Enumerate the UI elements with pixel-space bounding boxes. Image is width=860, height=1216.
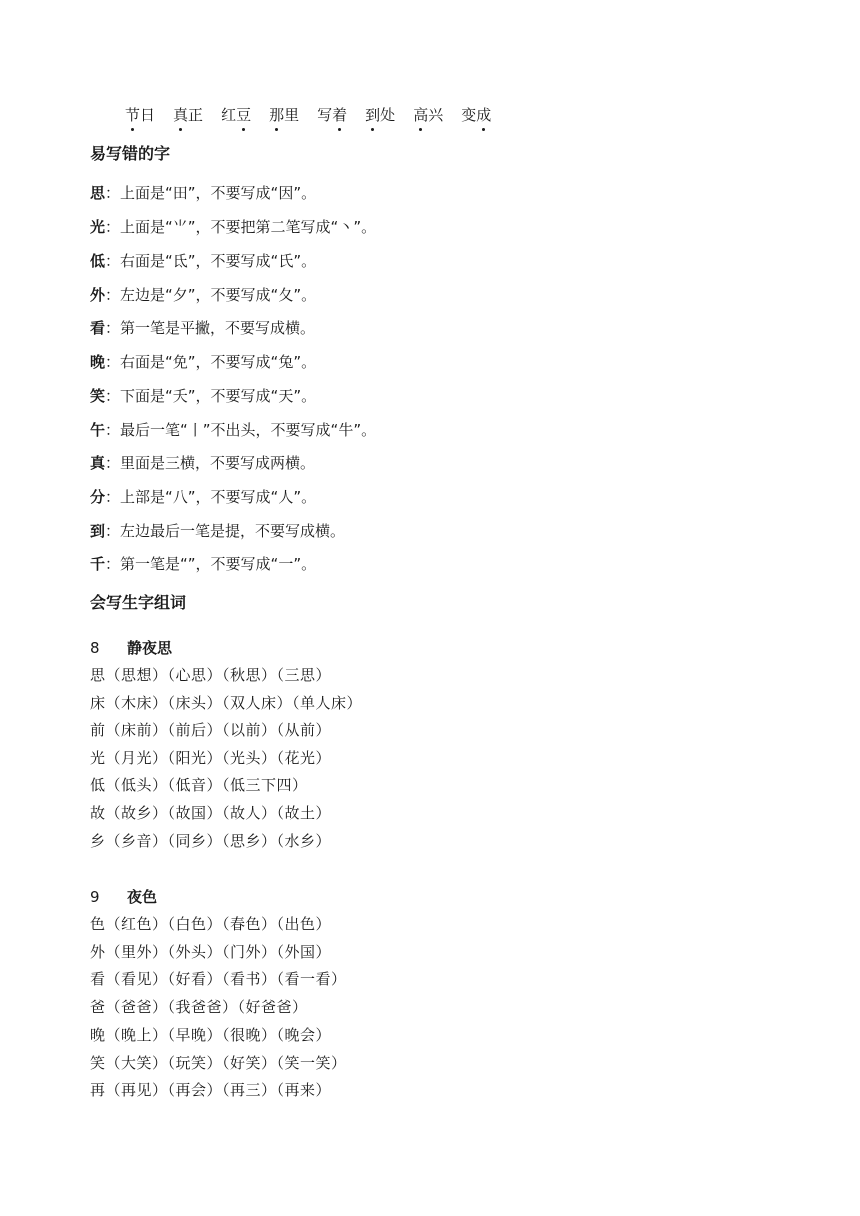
- rule-char: 低: [90, 252, 106, 270]
- lesson-title: [90, 637, 172, 659]
- rule-line: [90, 351, 316, 373]
- section-heading-word-groups: 会写生字组词: [90, 593, 187, 612]
- rule-text: ：第一笔是“”，不要写成“一”。: [105, 555, 317, 573]
- lesson-number: 8: [90, 639, 100, 657]
- dotted-word-row: [125, 104, 491, 126]
- word-item: 写着: [317, 106, 348, 124]
- rule-line: [90, 317, 315, 339]
- rule-char: 晚: [90, 353, 106, 371]
- word-group-line: 低（低头）（低音）（低三下四）: [90, 776, 308, 794]
- rule-line: [90, 182, 316, 204]
- dotted-char: 成: [476, 106, 492, 124]
- rule-char: 真: [90, 454, 106, 472]
- rule-line: [90, 452, 315, 474]
- word-item: 到处: [365, 106, 396, 124]
- rule-line: [90, 520, 345, 542]
- rule-line: [90, 486, 316, 508]
- word-group-line: 思（思想）（心思）（秋思）（三思）: [90, 666, 332, 684]
- word-group-line: 看（看见）（好看）（看书）（看一看）: [90, 970, 347, 988]
- word-item: 红豆: [221, 106, 252, 124]
- dotted-char: 节: [125, 106, 141, 124]
- lesson-name: 静夜思: [127, 639, 173, 657]
- word-item: 那里: [269, 106, 300, 124]
- word-group-line: 故（故乡）（故国）（故人）（故土）: [90, 804, 332, 822]
- word-group-line: 爸（爸爸）（我爸爸）（好爸爸）: [90, 998, 308, 1016]
- word-group-line: 外（里外）（外头）（门外）（外国）: [90, 943, 332, 961]
- rule-char: 外: [90, 286, 106, 304]
- rule-line: [90, 553, 316, 575]
- rule-char: 光: [90, 218, 106, 236]
- section-heading-easy-mistakes: 易写错的字: [90, 144, 171, 163]
- rule-char: 笑: [90, 387, 106, 405]
- rule-text: ：左边是“夕”，不要写成“夂”。: [105, 286, 317, 304]
- rule-text: ：上部是“八”，不要写成“人”。: [105, 488, 317, 506]
- rule-line: [90, 284, 316, 306]
- word-item: 真正: [173, 106, 204, 124]
- word-group-line: 色（红色）（白色）（春色）（出色）: [90, 915, 332, 933]
- dotted-char: 那: [269, 106, 285, 124]
- rule-line: [90, 419, 376, 441]
- rule-text: ：右面是“免”，不要写成“兔”。: [105, 353, 317, 371]
- lesson-name: 夜色: [127, 888, 158, 906]
- word-group-line: 床（木床）（床头）（双人床）（单人床）: [90, 694, 363, 712]
- rule-line: [90, 250, 316, 272]
- rule-text: ：里面是三横，不要写成两横。: [105, 454, 316, 472]
- rule-text: ：第一笔是平撇，不要写成横。: [105, 319, 316, 337]
- dotted-char: 着: [332, 106, 348, 124]
- rule-char: 午: [90, 421, 106, 439]
- word-group-line: 笑（大笑）（玩笑）（好笑）（笑一笑）: [90, 1054, 347, 1072]
- word-item: 高兴: [413, 106, 444, 124]
- rule-line: [90, 385, 316, 407]
- rule-text: ：上面是“⺌”，不要把第二笔写成“丶”。: [105, 218, 377, 236]
- rule-text: ：上面是“田”，不要写成“因”。: [105, 184, 317, 202]
- word-group-line: 再（再见）（再会）（再三）（再来）: [90, 1081, 332, 1099]
- rule-text: ：下面是“夭”，不要写成“天”。: [105, 387, 317, 405]
- lesson-number: 9: [90, 888, 100, 906]
- word-item: 变成: [461, 106, 492, 124]
- rule-char: 分: [90, 488, 106, 506]
- rule-char: 看: [90, 319, 106, 337]
- word-group-line: 光（月光）（阳光）（光头）（花光）: [90, 749, 332, 767]
- word-group-line: 前（床前）（前后）（以前）（从前）: [90, 721, 332, 739]
- rule-text: ：最后一笔“丨”不出头，不要写成“牛”。: [105, 421, 377, 439]
- rule-text: ：右面是“氐”，不要写成“氏”。: [105, 252, 317, 270]
- rule-text: ：左边最后一笔是提，不要写成横。: [105, 522, 346, 540]
- lesson-title: [90, 886, 157, 908]
- dotted-char: 到: [365, 106, 381, 124]
- word-group-line: 晚（晚上）（早晚）（很晚）（晚会）: [90, 1026, 332, 1044]
- rule-char: 思: [90, 184, 106, 202]
- word-group-line: 乡（乡音）（同乡）（思乡）（水乡）: [90, 832, 332, 850]
- rule-char: 到: [90, 522, 106, 540]
- rule-char: 千: [90, 555, 106, 573]
- dotted-char: 豆: [236, 106, 252, 124]
- dotted-char: 高: [413, 106, 429, 124]
- word-item: 节日: [125, 106, 156, 124]
- rule-line: [90, 216, 376, 238]
- dotted-char: 真: [173, 106, 189, 124]
